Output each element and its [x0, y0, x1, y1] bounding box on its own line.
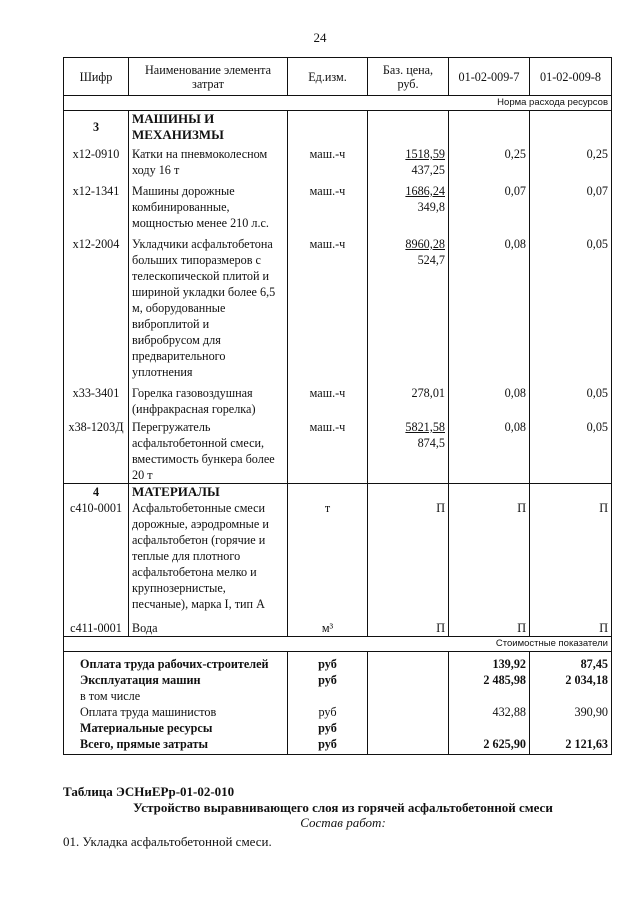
- summary-row: Всего, прямые затраты руб 2 625,90 2 121,63: [64, 736, 612, 755]
- table-row: х33-3401 Горелка газовоздушная (инфракрасная горелка) маш.-ч 278,01 0,08 0,05: [64, 380, 612, 417]
- header-unit: Ед.изм.: [288, 58, 368, 96]
- table-row: х12-1341 Машины дорожные комбинированные, мощностью менее 210 л.с. маш.-ч 1686,24 349,8 0,07 0,07: [64, 178, 612, 231]
- composition-heading: Состав работ:: [300, 815, 386, 830]
- section-title: МАТЕРИАЛЫ: [129, 484, 288, 501]
- page-number: 24: [313, 30, 327, 45]
- section-header: [64, 484, 612, 501]
- summary-row: Материальные ресурсы руб: [64, 720, 612, 736]
- table-title: Таблица ЭСНиЕРр-01-02-010: [63, 784, 235, 799]
- section-number: 3: [64, 111, 129, 144]
- norm-label: Норма расхода ресурсов: [64, 96, 612, 111]
- header-col1: 01-02-009-7: [449, 58, 530, 96]
- summary-row: Оплата труда машинистов руб 432,88 390,90: [64, 704, 612, 720]
- section-number: 4: [64, 484, 129, 501]
- work-item: 01. Укладка асфальтобетонной смеси.: [63, 834, 272, 849]
- summary-row: Оплата труда рабочих-строителей руб 139,92 87,45: [64, 652, 612, 673]
- header-name: Наименование элемента затрат: [129, 58, 288, 96]
- table-row: х12-0910 Катки на пневмоколесном ходу 16 т маш.-ч 1518,59 437,25 0,25 0,25: [64, 143, 612, 178]
- section-title: МАШИНЫ И МЕХАНИЗМЫ: [129, 111, 288, 144]
- summary-row: в том числе: [64, 688, 612, 704]
- section-header: [64, 111, 612, 144]
- header-price: Баз. цена, руб.: [368, 58, 449, 96]
- header-code: Шифр: [64, 58, 129, 96]
- cost-label: Стоимостные показатели: [64, 637, 612, 652]
- summary-row: Эксплуатация машин руб 2 485,98 2 034,18: [64, 672, 612, 688]
- table-row: с410-0001 Асфальтобетонные смеси дорожные, аэродромные и асфальтобетон (горячие и теплые для плотного асфальтобетона мелко и крупнозернистые, песчаные), марка I, тип А т П П П: [64, 500, 612, 612]
- table-row: х12-2004 Укладчики асфальтобетона больших типоразмеров с телескопической плитой и шириной укладки более 6,5 м, оборудованные виброплитой и вибробрусом для предварительного уплотнения маш.-ч 8960,28 524,7 0,08 0,05: [64, 231, 612, 380]
- table-header-row: [64, 58, 612, 96]
- header-col2: 01-02-009-8: [530, 58, 612, 96]
- table-subtitle: Устройство выравнивающего слоя из горячей асфальтобетонной смеси: [133, 800, 553, 815]
- table-row: с411-0001 Вода м³ П П П: [64, 612, 612, 637]
- table-row: х38-1203Д Перегружатель асфальтобетонной смеси, вместимость бункера более 20 т маш.-ч 5821,58 874,5 0,08 0,05: [64, 417, 612, 484]
- resource-table: [63, 57, 612, 755]
